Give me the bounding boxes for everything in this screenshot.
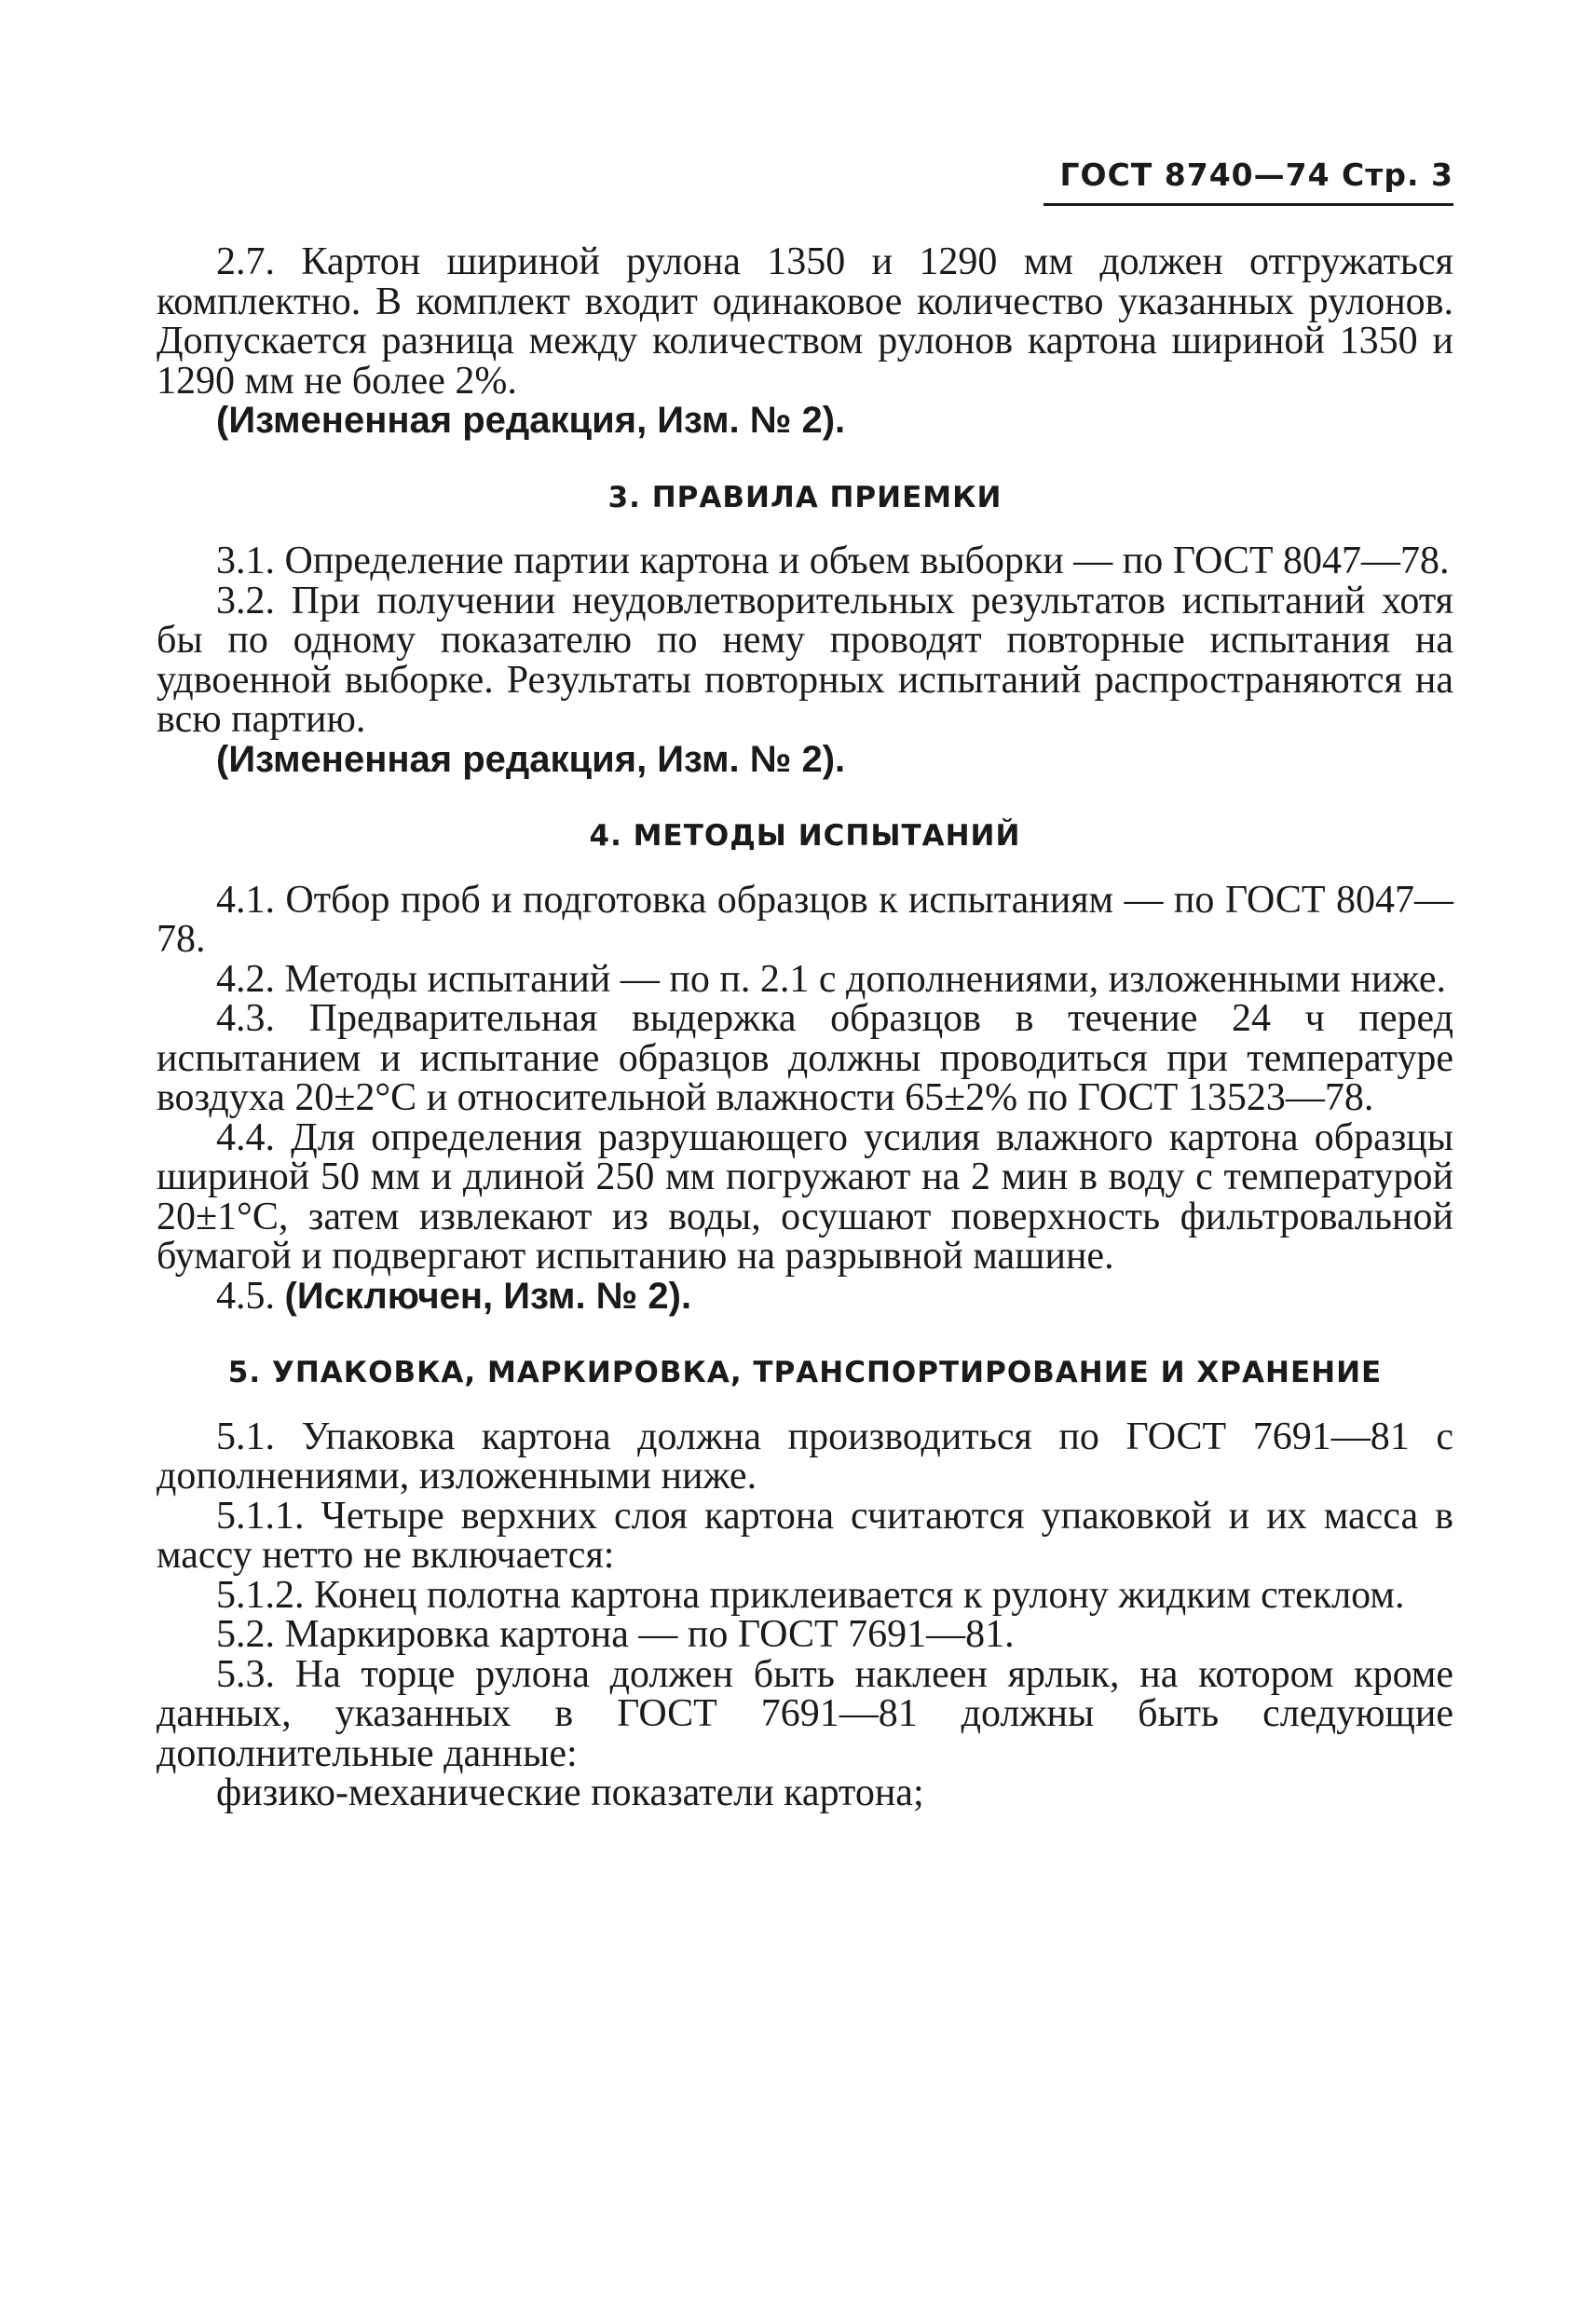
paragraph-4-3: 4.3. Предварительная выдержка образцов в течение 24 ч перед испытанием и испытание образцов должны проводиться при температуре воздуха 20±2°С и относительной влажности 65±2% по ГОСТ 13523—78. — [157, 997, 1453, 1119]
paragraph-4-5 — [157, 1274, 1453, 1318]
paragraph-5-2: 5.2. Маркировка картона — по ГОСТ 7691—81. — [216, 1613, 1015, 1656]
paragraph-4-5-number: 4.5. — [216, 1274, 275, 1318]
paragraph-5-1-1: 5.1.1. Четыре верхних слоя картона считаются упаковкой и их масса в массу нетто не включается: — [157, 1494, 1453, 1577]
page-header: ГОСТ 8740—74 Стр. 3 — [1059, 157, 1453, 193]
section-heading-acceptance: 3. ПРАВИЛА ПРИЕМКИ — [607, 480, 1003, 514]
paragraph-5-3-item: физико-механические показатели картона; — [216, 1771, 924, 1814]
paragraph-5-3: 5.3. На торце рулона должен быть наклеен ярлык, на котором кроме данных, указанных в ГОСТ 7691—81 должны быть следующие дополнительные данные: — [157, 1652, 1453, 1775]
paragraph-3-2: 3.2. При получении неудовлетворительных результатов испытаний хотя бы по одному показателю по нему проводят повторные испытания на удвоенной выборке. Результаты повторных испытаний распространяются на всю партию. — [157, 579, 1453, 741]
paragraph-3-1: 3.1. Определение партии картона и объем выборки — по ГОСТ 8047—78. — [216, 540, 1450, 582]
paragraph-4-1: 4.1. Отбор проб и подготовка образцов к испытаниям — по ГОСТ 8047—78. — [157, 878, 1453, 961]
paragraph-5-1: 5.1. Упаковка картона должна производиться по ГОСТ 7691—81 с дополнениями, изложенными ниже. — [157, 1415, 1453, 1497]
amendment-note — [157, 401, 1453, 441]
amendment-note — [157, 740, 1453, 780]
amendment-note-text: (Измененная редакция, Изм. № 2). — [216, 738, 846, 780]
header-rule — [1044, 203, 1453, 206]
amendment-note-text: (Измененная редакция, Изм. № 2). — [216, 400, 846, 441]
document-body — [157, 242, 1453, 1813]
section-heading-test-methods: 4. МЕТОДЫ ИСПЫТАНИЙ — [589, 819, 1021, 853]
section-heading-packaging: 5. УПАКОВКА, МАРКИРОВКА, ТРАНСПОРТИРОВАНИЕ И ХРАНЕНИЕ — [227, 1356, 1383, 1389]
paragraph-4-5-text: (Исключен, Изм. № 2). — [284, 1275, 692, 1317]
paragraph-5-1-2: 5.1.2. Конец полотна картона приклеивается к рулону жидким стеклом. — [216, 1573, 1405, 1617]
paragraph-4-2: 4.2. Методы испытаний — по п. 2.1 с дополнениями, изложенными ниже. — [216, 957, 1447, 1001]
paragraph-2-7: 2.7. Картон шириной рулона 1350 и 1290 мм должен отгружаться комплектно. В комплект входит одинаковое количество указанных рулонов. Допускается разница между количеством рулонов картона шириной 1350 и 1290 мм не более 2%. — [157, 240, 1453, 403]
paragraph-4-4: 4.4. Для определения разрушающего усилия влажного картона образцы шириной 50 мм и длиной 250 мм погружают на 2 мин в воду с температурой 20±1°С, затем извлекают из воды, осушают поверхность фильтровальной бумагой и подвергают испытанию на разрывной машине. — [157, 1115, 1453, 1278]
